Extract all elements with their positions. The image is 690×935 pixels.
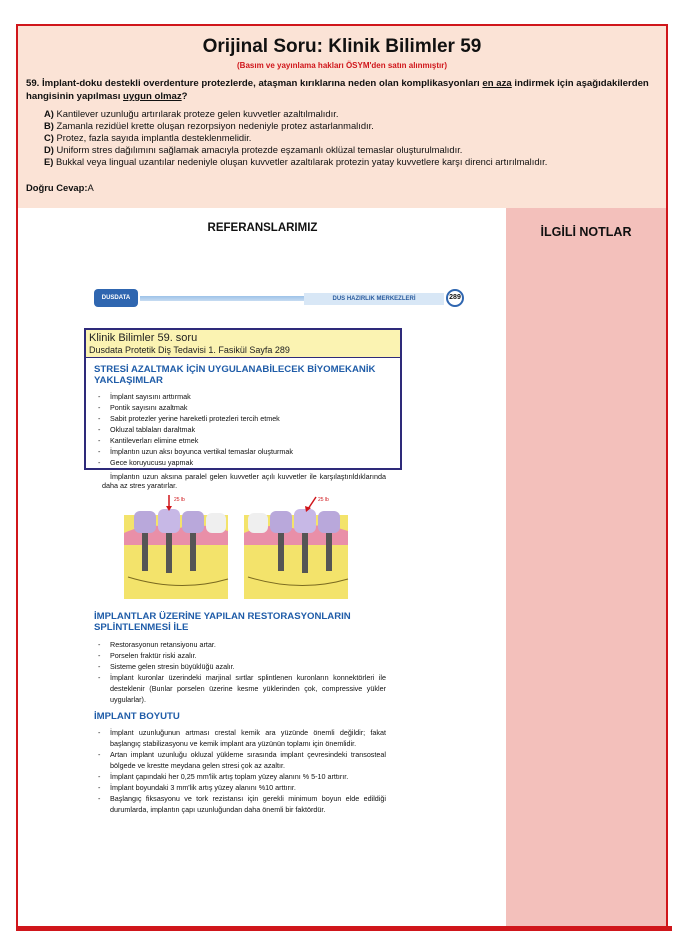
section-heading-splinting: İMPLANTLAR ÜZERİNE YAPILAN RESTORASYONLARIN SPLİNTLENMESİ İLE	[94, 611, 351, 633]
list-item: - Kantileverları elimine etmek	[86, 435, 386, 446]
option-letter: A)	[44, 108, 54, 119]
reference-box-subtitle: Dusdata Protetik Diş Tedavisi 1. Fasikül Sayfa 289	[89, 345, 290, 355]
list-item: - Sisteme gelen stresin büyüklüğü azalır.	[86, 661, 386, 672]
force-label-right: 25 lb	[318, 497, 329, 503]
option-text: Uniform stres dağılımını sağlamak amacıyla protezde eşzamanlı oklüzal temaslar oluşturulmalıdır.	[56, 144, 463, 155]
stem-emphasis-2: uygun olmaz	[123, 91, 182, 102]
list-item: - Sabit protezler yerine hareketli protezleri tercih etmek	[86, 413, 386, 424]
list-item: - Porselen fraktür riski azalır.	[86, 650, 386, 661]
list-item: - Gece koruyucusu yapmak	[86, 457, 386, 468]
force-label-left: 25 lb	[174, 497, 185, 503]
option-text: Zamanla rezidüel krette oluşan rezorpsiyon nedeniyle protez astarlanmalıdır.	[56, 120, 374, 131]
option-text: Protez, fazla sayıda implantla desteklenmelidir.	[56, 132, 252, 143]
list-item: - İmplant boyundaki 3 mm'lik artış yüzey alanını %10 arttırır.	[86, 782, 386, 793]
option-letter: C)	[44, 132, 54, 143]
list-item: - Okluzal tablaları daraltmak	[86, 424, 386, 435]
list-item: - İmplant çapındaki her 0,25 mm'lik artış toplam yüzey alanını % 5-10 arttırır.	[86, 771, 386, 782]
list-item: - İmplantın uzun aksı boyunca vertikal temaslar oluşturmak	[86, 446, 386, 457]
list-item: - İmplant sayısını arttırmak	[86, 391, 386, 402]
question-title: Orijinal Soru: Klinik Bilimler 59	[202, 36, 482, 57]
header-tab: DUS HAZIRLIK MERKEZLERİ	[304, 293, 444, 305]
stem-end: ?	[181, 91, 188, 102]
page-frame	[16, 24, 668, 930]
stem-text-2: indirmek için aşağıdakilerden hangisinin yapılması	[26, 78, 649, 102]
option-text: Kantilever uzunluğu artırılarak proteze gelen kuvvetler azaltılmalıdır.	[56, 108, 339, 119]
page-number: 289	[446, 289, 464, 307]
answer-label: Doğru Cevap:	[26, 182, 88, 193]
option-letter: B)	[44, 120, 54, 131]
answer-value: A	[87, 182, 94, 193]
references-title: REFERANSLARIMIZ	[207, 222, 318, 234]
related-notes-title: İLGİLİ NOTLAR	[540, 225, 632, 239]
option-letter: E)	[44, 156, 54, 167]
dusdata-logo: DUSDATA	[94, 289, 138, 307]
stem-text-1: İmplant-doku destekli overdenture protezlerde, ataşman kırıklarına neden olan komplikasyonları	[42, 78, 483, 89]
list-item: - İmplant uzunluğunun artması crestal kemik ara yüzünde önemli değildir; fakat başlangıç stabilizasyonu ve kemik implant ara yüzünün toplamı için önemlidir.	[86, 727, 386, 749]
section-heading-implant-size: İMPLANT BOYUTU	[94, 711, 180, 722]
list-item: - Başlangıç fiksasyonu ve tork rezistansı için gerekli minimum boyun elde edildiği durumlarda, implantın çapı uzunluğundan daha önemli bir faktördür.	[86, 793, 386, 815]
copyright-notice: (Basım ve yayınlama hakları ÖSYM'den satın alınmıştır)	[237, 61, 447, 70]
list-item: - Pontik sayısını azaltmak	[86, 402, 386, 413]
option-letter: D)	[44, 144, 54, 155]
section-heading-biomechanical: STRESİ AZALTMAK İÇİN UYGULANABİLECEK BİYOMEKANİK YAKLAŞIMLAR	[94, 364, 376, 386]
list-item: - İmplant kuronlar üzerindeki marjinal sırtlar splintlenen kuronların konnektörleri ile desteklenir (Bunlar porselen üzerine kesme yüklerinden çok, compressive yükler uygularlar).	[86, 672, 386, 705]
reference-box-title: Klinik Bilimler 59. soru	[89, 332, 198, 344]
stem-emphasis-1: en aza	[482, 78, 512, 89]
list-item: - Artan implant uzunluğu okluzal yükleme sırasında implant çevresindeki transosteal bölgede ve krestte meydana gelen stresi çok az azaltır.	[86, 749, 386, 771]
option-text: Bukkal veya lingual uzantılar nedeniyle oluşan kuvvetler azaltılarak protezin yatay kuvvetlere karşı direnci artırılmalıdır.	[55, 156, 548, 167]
question-number: 59.	[26, 78, 40, 89]
list-item: - Restorasyonun retansiyonu artar.	[86, 639, 386, 650]
body-paragraph: İmplantın uzun aksına paralel gelen kuvvetler açılı kuvvetler ile karşılaştırıldıklarında daha az stres yaratırlar.	[102, 472, 386, 490]
bottom-bar	[16, 926, 672, 931]
